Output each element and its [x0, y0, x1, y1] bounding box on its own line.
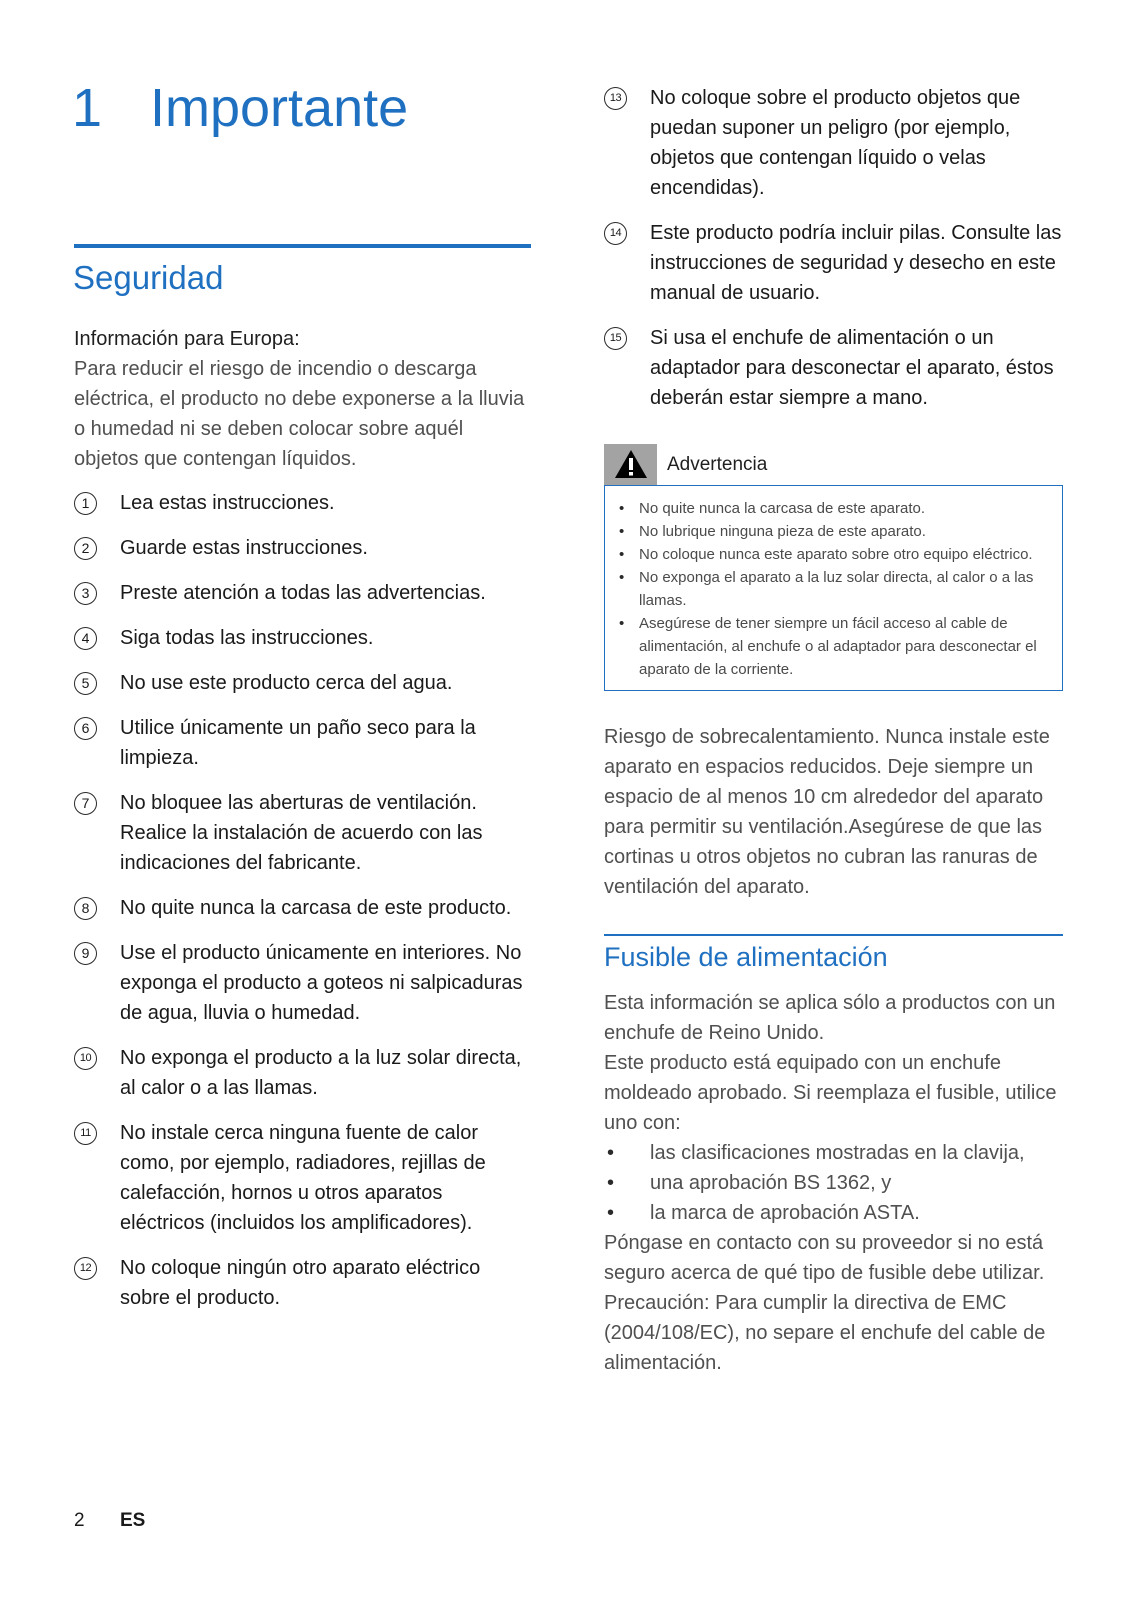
- fuse-requirement: [604, 1168, 1063, 1198]
- instruction-text: No instale cerca ninguna fuente de calor como, por ejemplo, radiadores, rejillas de calefacción, hornos u otros aparatos eléctricos (incluidos los amplificadores).: [120, 1122, 486, 1234]
- instruction-item: [74, 1253, 531, 1313]
- fuse-requirement-text: la marca de aprobación ASTA.: [650, 1202, 920, 1224]
- instruction-item: [604, 83, 1063, 203]
- instruction-text: Si usa el enchufe de alimentación o un adaptador para desconectar el aparato, éstos deberán estar siempre a mano.: [650, 327, 1054, 409]
- warning-item: [605, 566, 1042, 612]
- warning-title: Advertencia: [667, 454, 768, 475]
- circled-number: 5: [74, 672, 97, 695]
- instruction-item: [74, 668, 531, 698]
- instruction-text: No exponga el producto a la luz solar directa, al calor o a las llamas.: [120, 1047, 522, 1099]
- bullet: •: [607, 1202, 615, 1224]
- instruction-item: [74, 488, 531, 518]
- fuse-title: Fusible de alimentación: [604, 942, 888, 972]
- bullet: •: [619, 615, 625, 632]
- warning-triangle-icon: [604, 444, 657, 485]
- warning-item-text: Asegúrese de tener siempre un fácil acceso al cable de alimentación, al enchufe o al adaptador para desconectar el aparato de la corriente.: [639, 615, 1037, 678]
- safety-instructions-list: [74, 488, 531, 1313]
- circled-number: 14: [604, 222, 627, 245]
- section-divider: [74, 244, 531, 248]
- fuse-equipped: Este producto está equipado con un enchufe moldeado aprobado. Si reemplaza el fusible, utilice uno con:: [604, 1052, 1057, 1134]
- fuse-intro: Esta información se aplica sólo a productos con un enchufe de Reino Unido.: [604, 992, 1056, 1044]
- bullet: •: [607, 1142, 615, 1164]
- instruction-item: [74, 713, 531, 773]
- instruction-item: [74, 623, 531, 653]
- safety-instructions-list-continued: [604, 83, 1063, 413]
- circled-number: 4: [74, 627, 97, 650]
- instruction-item: [74, 533, 531, 563]
- circled-number: 7: [74, 792, 97, 815]
- instruction-item: [604, 218, 1063, 308]
- warning-item-text: No coloque nunca este aparato sobre otro equipo eléctrico.: [639, 546, 1033, 563]
- subsection-divider: [604, 934, 1063, 936]
- europe-text: Para reducir el riesgo de incendio o descarga eléctrica, el producto no debe exponerse a la lluvia o humedad ni se deben colocar sobre aquél objetos que contengan líquidos.: [74, 358, 525, 470]
- right-column: [604, 83, 1063, 1378]
- instruction-item: [74, 893, 531, 923]
- fuse-requirements-list: [604, 1138, 1063, 1228]
- fuse-requirement: [604, 1198, 1063, 1228]
- warning-item-text: No quite nunca la carcasa de este aparato.: [639, 500, 926, 517]
- instruction-item: [74, 938, 531, 1028]
- instruction-text: Utilice únicamente un paño seco para la limpieza.: [120, 717, 476, 769]
- warning-list: [605, 497, 1042, 681]
- warning-item-text: No lubrique ninguna pieza de este aparato.: [639, 523, 926, 540]
- instruction-text: No coloque ningún otro aparato eléctrico sobre el producto.: [120, 1257, 481, 1309]
- instruction-text: No bloquee las aberturas de ventilación. Realice la instalación de acuerdo con las indicaciones del fabricante.: [120, 792, 483, 874]
- language-code: ES: [120, 1510, 146, 1531]
- instruction-item: [74, 1118, 531, 1238]
- fuse-requirement-text: las clasificaciones mostradas en la clavija,: [650, 1142, 1025, 1164]
- instruction-text: No use este producto cerca del agua.: [120, 672, 453, 694]
- bullet: •: [619, 546, 625, 563]
- fuse-requirement-text: una aprobación BS 1362, y: [650, 1172, 892, 1194]
- section-title: Seguridad: [73, 259, 224, 296]
- instruction-text: No coloque sobre el producto objetos que puedan suponer un peligro (por ejemplo, objetos que contengan líquido o velas encendidas).: [650, 87, 1021, 199]
- instruction-text: Lea estas instrucciones.: [120, 492, 335, 514]
- warning-item-text: No exponga el aparato a la luz solar directa, al calor o a las llamas.: [639, 569, 1034, 609]
- left-column: [74, 324, 531, 1328]
- bullet: •: [619, 569, 625, 586]
- fuse-caution: Precaución: Para cumplir la directiva de EMC (2004/108/EC), no separe el enchufe del cable de alimentación.: [604, 1292, 1046, 1374]
- warning-item: [605, 543, 1042, 566]
- instruction-text: Guarde estas instrucciones.: [120, 537, 368, 559]
- instruction-item: [74, 1043, 531, 1103]
- instruction-text: Este producto podría incluir pilas. Consulte las instrucciones de seguridad y desecho en este manual de usuario.: [650, 222, 1062, 304]
- circled-number: 9: [74, 942, 97, 965]
- circled-number: 13: [604, 87, 627, 110]
- fuse-requirement: [604, 1138, 1063, 1168]
- instruction-item: [604, 323, 1063, 413]
- circled-number: 8: [74, 897, 97, 920]
- warning-item: [605, 612, 1042, 681]
- circled-number: 15: [604, 327, 627, 350]
- page-number: 2: [74, 1510, 85, 1531]
- page-footer: [74, 1508, 145, 1534]
- bullet: •: [607, 1172, 615, 1194]
- warning-header: [604, 444, 1063, 485]
- circled-number: 1: [74, 492, 97, 515]
- circled-number: 12: [74, 1257, 97, 1280]
- fuse-contact: Póngase en contacto con su proveedor si no está seguro acerca de qué tipo de fusible debe utilizar.: [604, 1232, 1045, 1284]
- instruction-item: [74, 788, 531, 878]
- fuse-section: [604, 988, 1063, 1378]
- circled-number: 2: [74, 537, 97, 560]
- circled-number: 6: [74, 717, 97, 740]
- instruction-text: No quite nunca la carcasa de este producto.: [120, 897, 512, 919]
- circled-number: 11: [74, 1122, 97, 1145]
- instruction-text: Preste atención a todas las advertencias.: [120, 582, 486, 604]
- europe-heading: Información para Europa:: [74, 328, 300, 350]
- chapter-heading: [72, 76, 408, 140]
- instruction-text: Siga todas las instrucciones.: [120, 627, 374, 649]
- overheat-text: Riesgo de sobrecalentamiento. Nunca instale este aparato en espacios reducidos. Deje siempre un espacio de al menos 10 cm alrededor del aparato para permitir su ventilación.Asegúrese de que las cortinas u otros objetos no cubran las ranuras de ventilación del aparato.: [604, 726, 1050, 898]
- instruction-text: Use el producto únicamente en interiores. No exponga el producto a goteos ni salpicaduras de agua, lluvia o humedad.: [120, 942, 523, 1024]
- bullet: •: [619, 523, 625, 540]
- chapter-title: Importante: [150, 78, 409, 138]
- warning-box: [604, 485, 1063, 691]
- circled-number: 10: [74, 1047, 97, 1070]
- circled-number: 3: [74, 582, 97, 605]
- chapter-number: 1: [72, 78, 103, 138]
- instruction-item: [74, 578, 531, 608]
- warning-item: [605, 520, 1042, 543]
- bullet: •: [619, 500, 625, 517]
- warning-item: [605, 497, 1042, 520]
